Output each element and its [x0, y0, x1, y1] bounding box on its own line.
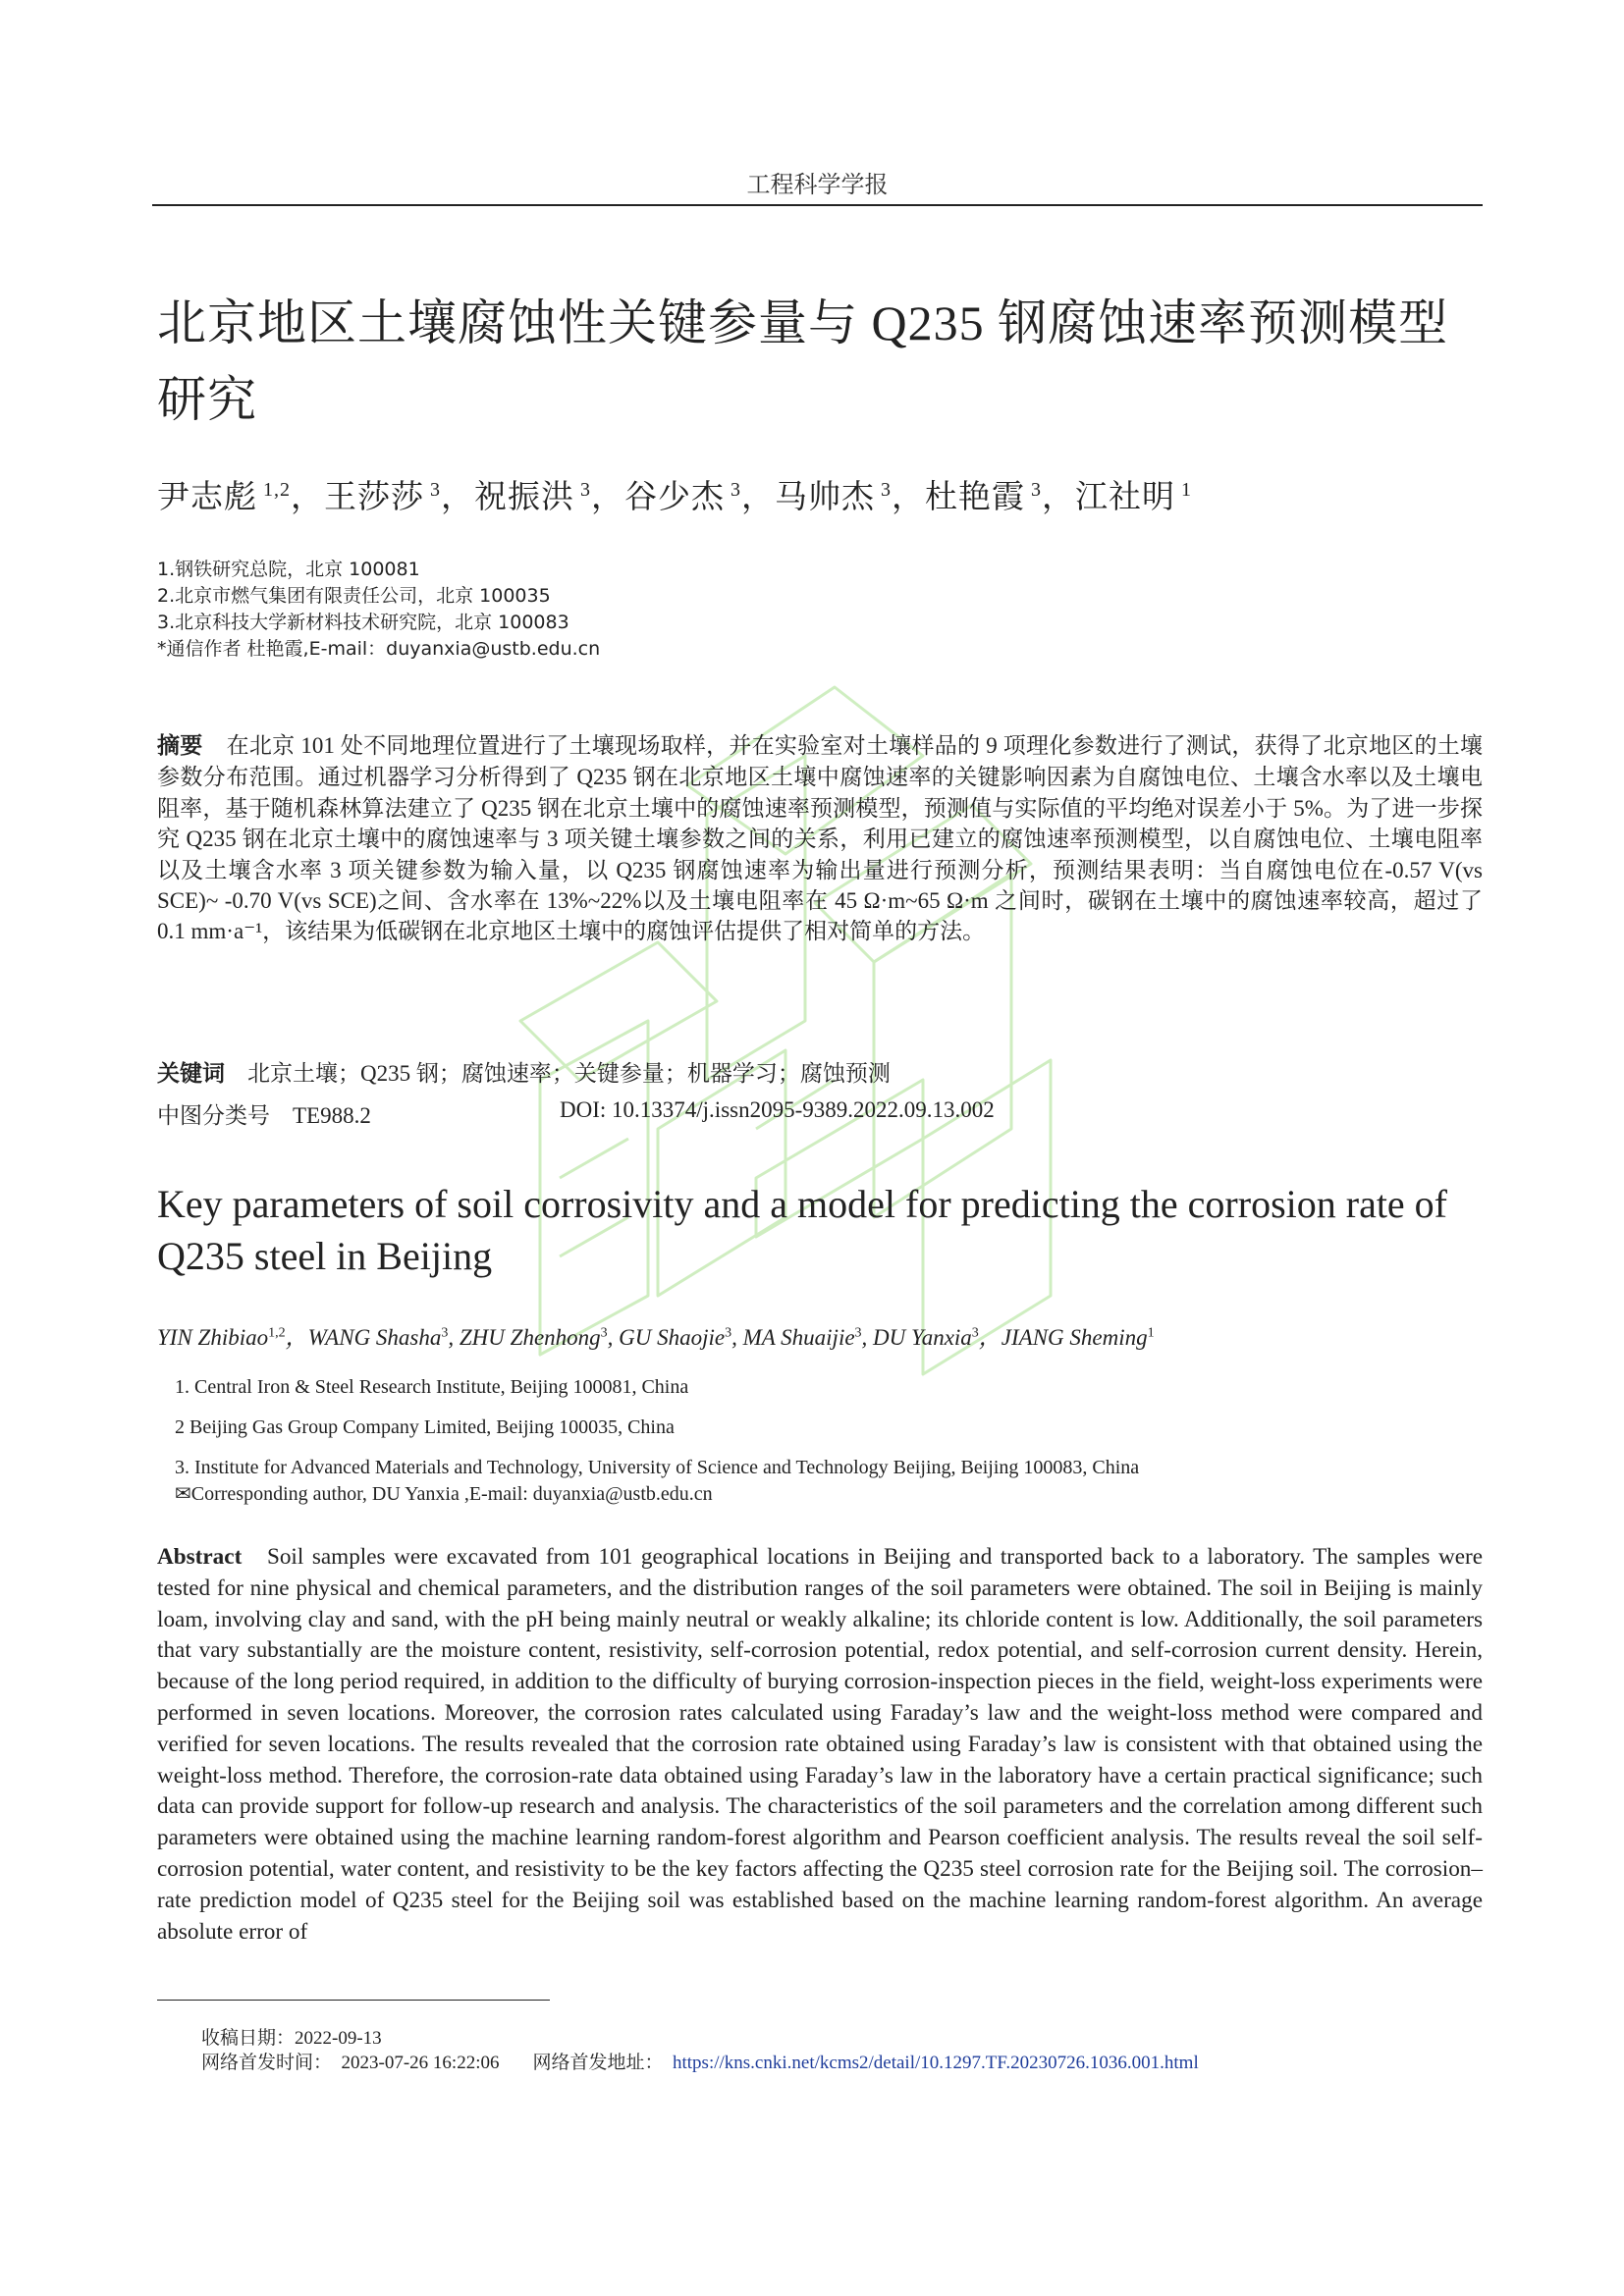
- en-author-separator: ，: [285, 1325, 308, 1350]
- en-abstract-label: Abstract: [157, 1544, 243, 1570]
- en-author-separator: ,: [861, 1325, 874, 1350]
- cn-author-affiliation-mark: 3: [881, 479, 892, 501]
- cn-author-separator: ，: [1042, 480, 1075, 515]
- chinese-title: 北京地区土壤腐蚀性关键参量与 Q235 钢腐蚀速率预测模型研究: [157, 295, 1449, 427]
- en-author-name: ZHU Zhenhong: [459, 1325, 601, 1350]
- online-time-value: 2023-07-26 16:22:06: [341, 2053, 500, 2073]
- english-title: Key parameters of soil corrosivity and a model for predicting the corrosion rate of Q235 steel in Beijing: [157, 1182, 1448, 1278]
- chinese-abstract: [157, 730, 1483, 947]
- cn-author-separator: ，: [741, 480, 775, 515]
- online-url-link[interactable]: https://kns.cnki.net/kcms2/detail/10.1297.TF.20230726.1036.001.html: [673, 2053, 1199, 2073]
- en-abstract-text: Soil samples were excavated from 101 geographical locations in Beijing and transported back to a laboratory. The samples were tested for nine physical and chemical parameters, and the distribution ranges of the soil parameters were obtained. The soil in Beijing is mainly loam, involving clay and sand, with the pH being mainly neutral or weakly alkaline; its chloride content is low. Additionally, the soil parameters that vary substantially are the moisture content, resistivity, self-corrosion potential, redox potential, and self-corrosion current density. Herein, because of the long period required, in addition to the difficulty of burying corrosion-inspection pieces in the field, weight-loss experiments were performed in seven locations. Moreover, the corrosion rates calculated using Faraday’s law and the weight-loss method were compared and verified for seven locations. The results revealed that the corrosion rate obtained using Faraday’s law is consistent with that obtained using the weight-loss method. Therefore, the corrosion-rate data obtained using Faraday’s law in the laboratory have a certain practical significance; such data can provide support for follow-up research and analysis. The characteristics of the soil parameters and the correlation among different such parameters were obtained using the machine learning random-forest algorithm and Pearson coefficient analysis. The results reveal the soil self-corrosion potential, water content, and resistivity to be the key factors affecting the Q235 steel corrosion rate for the Beijing soil. The corrosion–rate prediction model of Q235 steel for the Beijing soil was established based on the machine learning random-forest algorithm. An average absolute error of: [157, 1544, 1484, 1945]
- en-author-affiliation-mark: 3: [600, 1325, 608, 1341]
- cn-affiliation-3: 3.北京科技大学新材料技术研究院，北京 100083: [157, 612, 569, 633]
- cn-author-affiliation-mark: 3: [430, 479, 441, 501]
- en-author-name: MA Shuaijie: [742, 1325, 855, 1350]
- online-time-label: 网络首发时间：: [201, 2052, 333, 2073]
- en-author-name: DU Yanxia: [873, 1325, 972, 1350]
- cn-affiliation-2: 2.北京市燃气集团有限责任公司，北京 100035: [157, 585, 551, 607]
- cn-abstract-label: 摘要: [157, 733, 203, 759]
- corresponding-author-en: ✉Corresponding author, DU Yanxia ,E-mail: duyanxia@ustb.edu.cn: [175, 1483, 713, 1505]
- cn-author-name: 谷少杰: [624, 480, 725, 515]
- en-author-name: WANG Shasha: [307, 1325, 442, 1350]
- en-affiliation-2: 2 Beijing Gas Group Company Limited, Beijing 100035, China: [175, 1416, 675, 1438]
- received-date-row: [201, 2026, 1199, 2051]
- chinese-authors: [157, 471, 1483, 517]
- doi: DOI: 10.13374/j.issn2095-9389.2022.09.13.002: [560, 1097, 995, 1122]
- en-author-separator: ,: [448, 1325, 460, 1350]
- en-author-name: JIANG Sheming: [1001, 1325, 1148, 1350]
- english-authors: [157, 1319, 1483, 1352]
- cn-author-name: 王莎莎: [324, 480, 424, 515]
- en-author-separator: ,: [607, 1325, 620, 1350]
- cn-class-label: 中图分类号: [157, 1103, 270, 1128]
- cn-author-affiliation-mark: 3: [1031, 479, 1042, 501]
- en-author-separator: ，: [978, 1325, 1001, 1350]
- online-url-label: 网络首发地址：: [532, 2052, 664, 2073]
- en-author-name: GU Shaojie: [619, 1325, 726, 1350]
- en-author-affiliation-mark: 3: [854, 1325, 862, 1341]
- cn-keywords-text: 北京土壤；Q235 钢；腐蚀速率；关键参量；机器学习；腐蚀预测: [247, 1061, 891, 1086]
- cn-author-name: 尹志彪: [157, 480, 257, 515]
- cn-author-affiliation-mark: 3: [580, 479, 591, 501]
- cn-author-separator: ，: [892, 480, 925, 515]
- en-author-affiliation-mark: 1: [1147, 1325, 1155, 1341]
- en-author-separator: ,: [731, 1325, 743, 1350]
- cn-abstract-text: 在北京 101 处不同地理位置进行了土壤现场取样，并在实验室对土壤样品的 9 项理化参数进行了测试，获得了北京地区的土壤参数分布范围。通过机器学习分析得到了 Q235 钢在北京地区土壤中腐蚀速率的关键影响因素为自腐蚀电位、土壤含水率以及土壤电阻率，基于随机森林算法建立了 Q235 钢在北京土壤中的腐蚀速率预测模型，预测值与实际值的平均绝对误差小于 5%。为了进一步探究 Q235 钢在北京土壤中的腐蚀速率与 3 项关键土壤参数之间的关系，利用已建立的腐蚀速率预测模型，以自腐蚀电位、土壤电阻率以及土壤含水率 3 项关键参数为输入量，以 Q235 钢腐蚀速率为输出量进行预测分析，预测结果表明：当自腐蚀电位在-0.57 V(vs SCE)~ -0.70 V(vs SCE)之间、含水率在 13%~22%以及土壤电阻率在 45 Ω·m~65 Ω·m 之间时，碳钢在土壤中的腐蚀速率较高，超过了 0.1 mm·a⁻¹，该结果为低碳钢在北京地区土壤中的腐蚀评估提供了相对简单的方法。: [157, 733, 1484, 944]
- en-author-affiliation-mark: 3: [441, 1325, 449, 1341]
- corresponding-author-cn: *通信作者 杜艳霞,E-mail：duyanxia@ustb.edu.cn: [157, 638, 601, 660]
- cn-author-name: 杜艳霞: [925, 480, 1025, 515]
- cn-author-separator: ，: [291, 480, 324, 515]
- header-rule: [152, 204, 1483, 206]
- en-author-affiliation-mark: 1,2: [268, 1325, 286, 1341]
- cn-keywords-label: 关键词: [157, 1061, 225, 1087]
- cn-author-separator: ，: [441, 480, 474, 515]
- en-author-name: YIN Zhibiao: [157, 1325, 269, 1350]
- chinese-affiliations: [157, 557, 1483, 663]
- cn-author-name: 江社明: [1075, 480, 1175, 515]
- online-first-row: [201, 2051, 1199, 2075]
- en-author-affiliation-mark: 3: [725, 1325, 732, 1341]
- footnotes: [201, 2026, 1199, 2075]
- cn-author-name: 祝振洪: [474, 480, 574, 515]
- classification-row: [157, 1097, 1483, 1130]
- cn-class-value: TE988.2: [293, 1103, 371, 1128]
- english-abstract: [157, 1542, 1483, 1948]
- footnote-rule: [157, 2000, 550, 2001]
- chinese-keywords: [157, 1055, 1483, 1088]
- cn-author-affiliation-mark: 3: [731, 479, 741, 501]
- en-author-affiliation-mark: 3: [971, 1325, 979, 1341]
- cn-author-name: 马帅杰: [775, 480, 875, 515]
- english-affiliations: [175, 1374, 1490, 1522]
- running-head: 工程科学学报: [746, 171, 889, 198]
- received-label: 收稿日期：: [201, 2027, 296, 2049]
- en-affiliation-1: 1. Central Iron & Steel Research Institute, Beijing 100081, China: [175, 1376, 689, 1398]
- cn-affiliation-1: 1.钢铁研究总院，北京 100081: [157, 559, 420, 580]
- cn-author-affiliation-mark: 1: [1181, 479, 1192, 501]
- cn-author-affiliation-mark: 1,2: [263, 479, 291, 501]
- en-affiliation-3: 3. Institute for Advanced Materials and Technology, University of Science and Technology Beijing, Beijing 100083, China: [175, 1457, 1140, 1478]
- cn-author-separator: ，: [591, 480, 624, 515]
- received-value: 2022-09-13: [295, 2028, 382, 2049]
